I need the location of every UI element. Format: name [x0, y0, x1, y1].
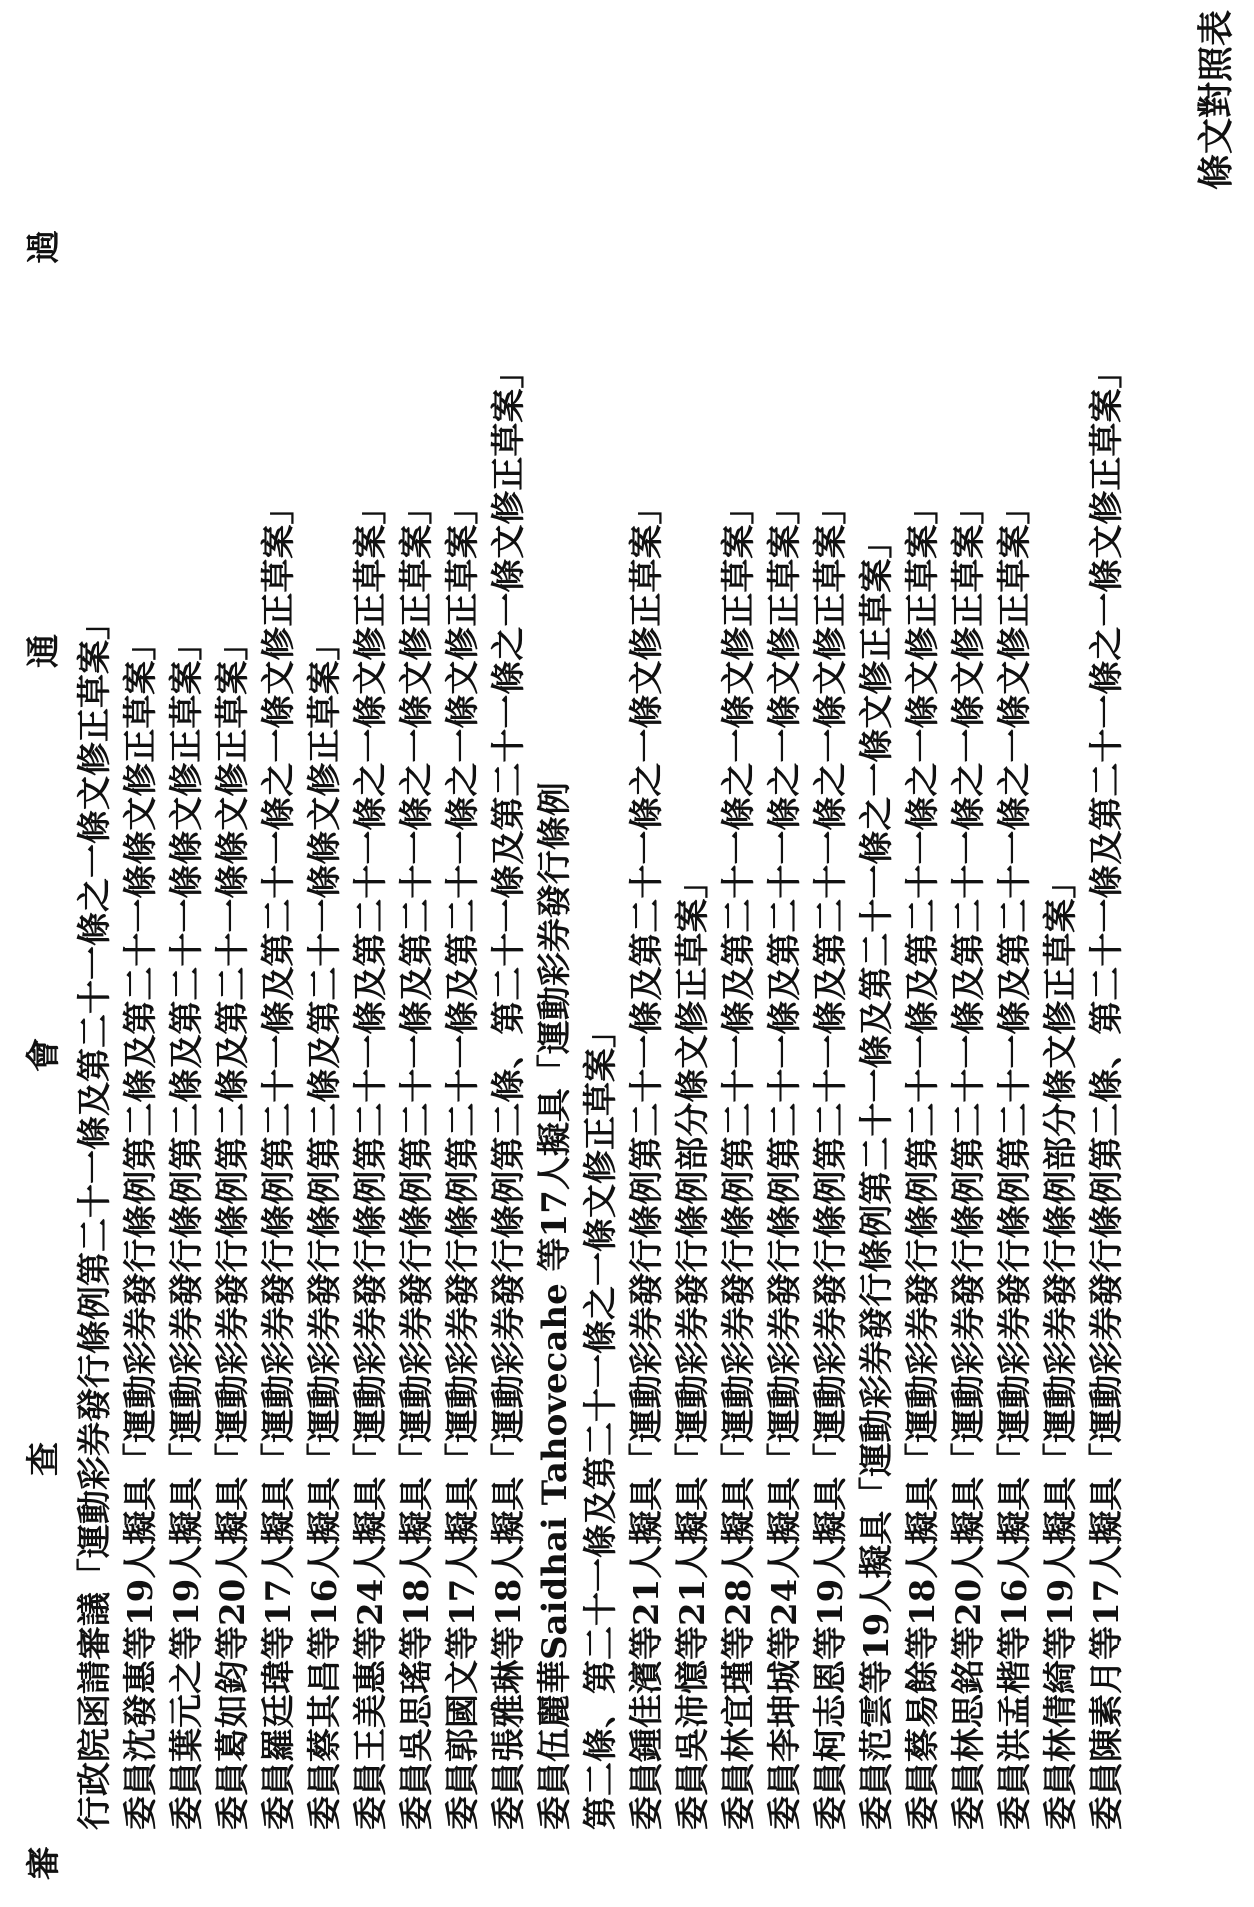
entry-column — [348, 40, 394, 1830]
entry-prefix: 委員郭國文等17人擬具 — [443, 1476, 483, 1830]
entry-text: 「運動彩券發行條例第二十一條及第二十一條之一條文修正草案」 — [811, 490, 851, 1477]
entry-text: 「運動彩券發行條例第二條及第二十一條條文修正草案」 — [305, 626, 345, 1477]
entry-prefix: 委員羅廷瑋等17人擬具 — [259, 1476, 299, 1830]
entry-prefix: 委員林宜瑾等28人擬具 — [719, 1476, 759, 1830]
entry-prefix: 委員林倩綺等19人擬具 — [1041, 1476, 1081, 1830]
entry-column — [440, 40, 486, 1830]
entry-prefix: 委員吳沛憶等21人擬具 — [673, 1476, 713, 1830]
entry-column — [72, 40, 118, 1830]
entry-prefix: 委員葛如鈞等20人擬具 — [213, 1476, 253, 1830]
entry-text: 「運動彩券發行條例第二條及第二十一條條文修正草案」 — [213, 626, 253, 1477]
entry-prefix: 委員葉元之等19人擬具 — [167, 1476, 207, 1830]
entry-prefix: 委員王美惠等24人擬具 — [351, 1476, 391, 1830]
entry-column — [210, 40, 256, 1830]
entry-prefix: 委員洪孟楷等16人擬具 — [995, 1476, 1035, 1830]
entry-prefix: 委員蔡易餘等18人擬具 — [903, 1476, 943, 1830]
entry-text: 「運動彩券發行條例第二條及第二十一條條文修正草案」 — [121, 626, 161, 1477]
entry-column — [486, 40, 532, 1830]
entry-prefix: 委員伍麗華 — [535, 1660, 575, 1830]
entry-column — [854, 40, 900, 1830]
entry-text: 「運動彩券發行條例第二十一條及第二十一條之一條文修正草案」 — [949, 490, 989, 1477]
entry-text: 「運動彩券發行條例第二十一條及第二十一條之一條文修正草案」 — [857, 524, 897, 1511]
entry-column — [394, 40, 440, 1830]
entry-text: 「運動彩券發行條例第二十一條及第二十一條之一條文修正草案」 — [719, 490, 759, 1477]
entry-column — [992, 40, 1038, 1830]
entry-text: 「運動彩券發行條例第二條、第二十一條及第二十一條之一條文修正草案」 — [489, 354, 529, 1477]
entry-prefix: 委員張雅琳等18人擬具 — [489, 1476, 529, 1830]
section-char: 通 — [24, 634, 64, 668]
entry-prefix: 委員沈發惠等19人擬具 — [121, 1476, 161, 1830]
entry-column — [716, 40, 762, 1830]
section-char: 會 — [24, 1038, 64, 1072]
entry-column — [1084, 40, 1130, 1830]
entry-column — [900, 40, 946, 1830]
entry-text: 「運動彩券發行條例第二十一條及第二十一條之一條文修正草案」 — [75, 606, 115, 1592]
entry-column — [670, 40, 716, 1830]
entry-text: 「運動彩券發行條例第二十一條及第二十一條之一條文修正草案」 — [443, 490, 483, 1477]
entry-text: 「運動彩券發行條例部分條文修正草案」 — [673, 864, 713, 1477]
section-char: 過 — [24, 230, 64, 264]
entry-text: 「運動彩券發行條例第二十一條及第二十一條之一條文修正草案」 — [351, 490, 391, 1477]
entry-text: 「運動彩券發行條例第二條、第二十一條及第二十一條之一條文修正草案」 — [1087, 354, 1127, 1477]
entry-text: 「運動彩券發行條例第二條及第二十一條條文修正草案」 — [167, 626, 207, 1477]
document-title: 條文對照表 — [1195, 9, 1237, 190]
entry-text: 「運動彩券發行條例第二十一條及第二十一條之一條文修正草案」 — [259, 490, 299, 1477]
entry-prefix: 委員李坤城等24人擬具 — [765, 1476, 805, 1830]
entry-column — [302, 40, 348, 1830]
entry-column — [164, 40, 210, 1830]
entry-column — [1038, 40, 1084, 1830]
entry-column — [578, 40, 624, 1830]
entry-text: 「運動彩券發行條例第二十一條及第二十一條之一條文修正草案」 — [903, 490, 943, 1477]
entry-prefix: 委員蔡其昌等16人擬具 — [305, 1476, 345, 1830]
entry-column — [946, 40, 992, 1830]
entry-prefix: 委員陳素月等17人擬具 — [1087, 1476, 1127, 1830]
section-heading-column — [18, 230, 70, 1880]
entry-column — [624, 40, 670, 1830]
entry-text: 第二條、第二十一條及第二十一條之一條文修正草案」 — [581, 1014, 621, 1830]
entry-prefix: 委員范雲等19人擬具 — [857, 1510, 897, 1830]
entry-text: Saidhai Tahovecahe 等17人擬具「運動彩券發行條例 — [535, 782, 575, 1660]
entry-text: 「運動彩券發行條例第二十一條及第二十一條之一條文修正草案」 — [627, 490, 667, 1477]
entry-prefix: 委員吳思瑤等18人擬具 — [397, 1476, 437, 1830]
entry-column — [532, 40, 578, 1830]
entry-column — [118, 40, 164, 1830]
entry-column — [256, 40, 302, 1830]
entry-column — [762, 40, 808, 1830]
entry-text: 「運動彩券發行條例第二十一條及第二十一條之一條文修正草案」 — [397, 490, 437, 1477]
entry-text: 「運動彩券發行條例第二十一條及第二十一條之一條文修正草案」 — [765, 490, 805, 1477]
entry-prefix: 委員柯志恩等19人擬具 — [811, 1476, 851, 1830]
entry-prefix: 委員鍾佳濱等21人擬具 — [627, 1476, 667, 1830]
section-char: 審 — [24, 1846, 64, 1880]
section-char: 查 — [24, 1442, 64, 1476]
entry-column — [808, 40, 854, 1830]
entry-text: 「運動彩券發行條例第二十一條及第二十一條之一條文修正草案」 — [995, 490, 1035, 1477]
entry-text: 「運動彩券發行條例部分條文修正草案」 — [1041, 864, 1081, 1477]
entry-prefix: 行政院函請審議 — [75, 1592, 115, 1830]
entry-prefix: 委員林思銘等20人擬具 — [949, 1476, 989, 1830]
